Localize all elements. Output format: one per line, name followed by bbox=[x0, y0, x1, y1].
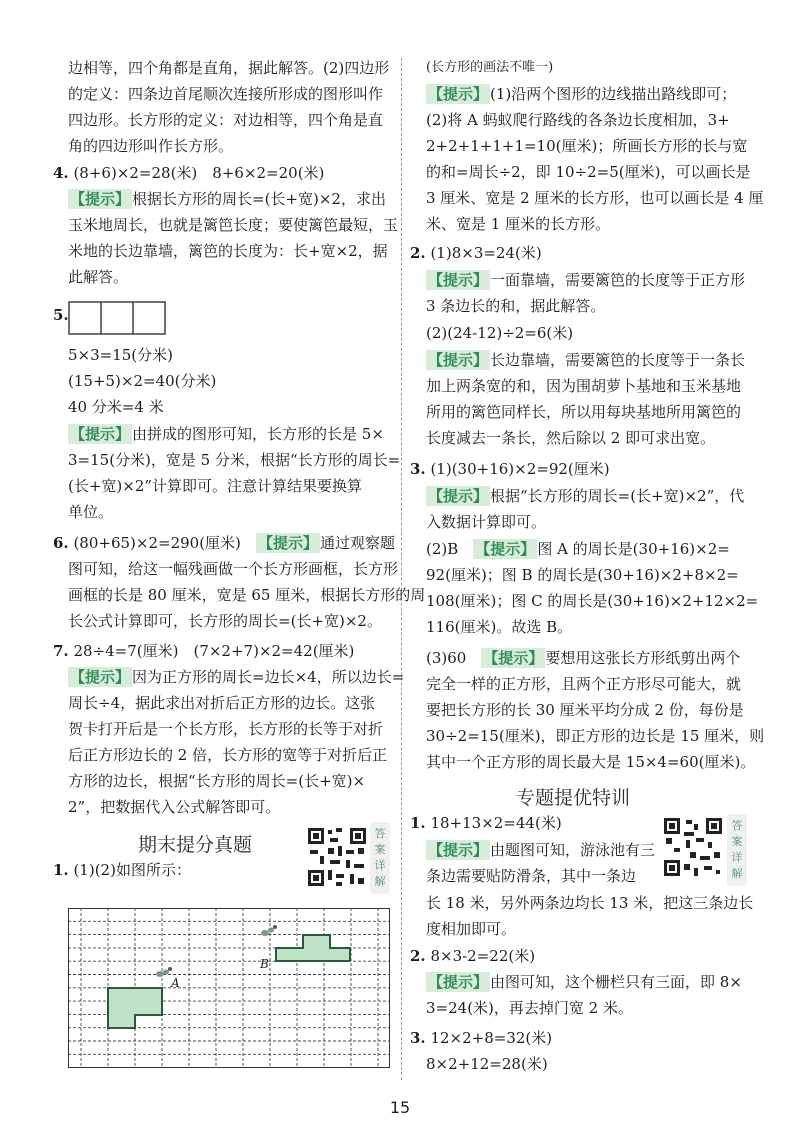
text-line: 92(厘米)；图 B 的周长是(30+16)×2+8×2= bbox=[426, 566, 739, 584]
answer-2b: 2. 8×3-2=22(米) bbox=[410, 947, 536, 965]
hint-line: 【提示】 一面靠墙，需要篱笆的长度等于正方形 bbox=[428, 271, 746, 289]
question-number: 2. bbox=[410, 947, 426, 965]
text-line: 长 18 米，另外两条边均长 13 米，把这三条边长 bbox=[426, 894, 754, 912]
shape-a bbox=[108, 988, 162, 1028]
right-column bbox=[400, 0, 800, 1130]
text-line: 40 分米=4 米 bbox=[68, 398, 164, 416]
text-line: 2”，把数据代入公式解答即可。 bbox=[68, 798, 281, 816]
text-line: (2)将 A 蚂蚁爬行路线的各条边长度相加，3+ bbox=[426, 111, 730, 129]
answer-1: 1. 18+13×2=44(米) bbox=[410, 814, 562, 832]
question-number: 4. bbox=[53, 164, 69, 182]
hint-label: 【提示】 bbox=[257, 534, 318, 552]
answer-detail-tag: 答 案 详 解 bbox=[370, 822, 390, 894]
answer-6: 6. (80+65)×2=290(厘米) 【提示】 通过观察题 bbox=[53, 534, 395, 552]
text-line: 所用的篱笆同样长，所以用每块基地所用篱笆的 bbox=[426, 403, 742, 421]
answer-3: 3. (1)(30+16)×2=92(厘米) bbox=[410, 460, 610, 478]
question-number: 1. bbox=[410, 814, 426, 832]
hint-line: 【提示】 根据“长方形的周长=(长+宽)×2”，代 bbox=[428, 487, 745, 505]
ant-a-icon bbox=[156, 967, 172, 977]
section-heading: 专题提优特训 bbox=[516, 787, 631, 809]
answer-3b: 3. 12×2+8=32(米) bbox=[410, 1029, 553, 1047]
grid-figure bbox=[68, 908, 390, 1068]
text-line: 3 厘米、宽是 2 厘米的长方形，也可以画长是 4 厘 bbox=[426, 189, 764, 207]
hint-label: 【提示】 bbox=[428, 487, 489, 505]
text-line: 长公式计算即可，长方形的周长=(长+宽)×2。 bbox=[68, 612, 382, 630]
hint-label: 【提示】 bbox=[483, 649, 544, 667]
hint-label: 【提示】 bbox=[70, 425, 131, 443]
text-line: 2+2+1+1+1=10(厘米)；所画长方形的长与宽 bbox=[426, 137, 748, 155]
text-line: 完全一样的正方形，且两个正方形尽可能大，就 bbox=[426, 675, 742, 693]
hint-label: 【提示】 bbox=[70, 668, 131, 686]
qr-code-icon[interactable] bbox=[662, 816, 724, 878]
hint-line: (2)B 【提示】 图 A 的周长是(30+16)×2= bbox=[426, 540, 730, 558]
hint-label: 【提示】 bbox=[428, 973, 489, 991]
text-line: 米地的长边靠墙，篱笆的长度为：长+宽×2，据 bbox=[68, 242, 388, 260]
text-line: 8×2+12=28(米) bbox=[426, 1055, 548, 1073]
hint-label: 【提示】 bbox=[428, 841, 489, 859]
text-line: 入数据计算即可。 bbox=[426, 513, 547, 531]
text-line: 5×3=15(分米) bbox=[68, 346, 174, 364]
hint-label: 【提示】 bbox=[70, 190, 131, 208]
text-line: 角的四边形叫作长方形。 bbox=[68, 137, 234, 155]
text-line: 此解答。 bbox=[68, 268, 129, 286]
hint-line: 【提示】 因为正方形的周长=边长×4，所以边长= bbox=[70, 668, 405, 686]
qr-code-icon[interactable] bbox=[306, 826, 368, 888]
three-squares-figure bbox=[68, 301, 166, 335]
section-heading: 期末提分真题 bbox=[138, 834, 253, 856]
question-number: 7. bbox=[53, 642, 69, 660]
text-line: 米、宽是 1 厘米的长方形。 bbox=[426, 215, 611, 233]
shape-b bbox=[276, 935, 350, 961]
hint-line: 【提示】 由题图可知，游泳池有三 bbox=[428, 841, 656, 859]
text-line: (长+宽)×2”计算即可。注意计算结果要换算 bbox=[68, 477, 363, 495]
hint-label: 【提示】 bbox=[428, 271, 489, 289]
text-line: 3 条边长的和，据此解答。 bbox=[426, 297, 606, 315]
text-line: 度相加即可。 bbox=[426, 920, 517, 938]
answer-1: 1. (1)(2)如图所示： bbox=[53, 861, 191, 879]
note-line: (长方形的画法不唯一) bbox=[426, 60, 554, 75]
text-line: 边相等，四个角都是直角，据此解答。(2)四边形 bbox=[68, 59, 390, 77]
text-line: 后正方形边长的 2 倍，长方形的宽等于对折后正 bbox=[68, 746, 388, 764]
label-a: A bbox=[171, 976, 180, 990]
text-line: 单位。 bbox=[68, 503, 114, 521]
question-number: 6. bbox=[53, 534, 69, 552]
text-line: 图可知，给这一幅残画做一个长方形画框，长方形 bbox=[68, 560, 399, 578]
hint-line: 【提示】 由图可知，这个栅栏只有三面，即 8× bbox=[428, 973, 742, 991]
text-line: 的和=周长÷2，即 10÷2=5(厘米)，可以画长是 bbox=[426, 163, 751, 181]
answer-4: 4. (8+6)×2=28(米) 8+6×2=20(米) bbox=[53, 164, 325, 182]
text-line: (2)(24-12)÷2=6(米) bbox=[426, 324, 574, 342]
text-line: 3=15(分米)，宽是 5 分米，根据“长方形的周长= bbox=[68, 451, 401, 469]
hint-line: 【提示】 长边靠墙，需要篱笆的长度等于一条长 bbox=[428, 351, 746, 369]
text-line: (15+5)×2=40(分米) bbox=[68, 372, 217, 390]
hint-line: (3)60 【提示】 要想用这张长方形纸剪出两个 bbox=[426, 649, 741, 667]
text-line: 贺卡打开后是一个长方形，长方形的长等于对折 bbox=[68, 720, 384, 738]
text-line: 方形的边长，根据“长方形的周长=(长+宽)× bbox=[68, 772, 366, 790]
question-number: 3. bbox=[410, 1029, 426, 1047]
question-number: 3. bbox=[410, 460, 426, 478]
text-line: 长度减去一条长，然后除以 2 即可求出宽。 bbox=[426, 429, 716, 447]
answer-2: 2. (1)8×3=24(米) bbox=[410, 244, 542, 262]
hint-line: 【提示】 由拼成的图形可知，长方形的长是 5× bbox=[70, 425, 384, 443]
question-number: 2. bbox=[410, 244, 426, 262]
hint-line: 【提示】 根据长方形的周长=(长+宽)×2，求出 bbox=[70, 190, 386, 208]
text-line: 画框的长是 80 厘米，宽是 65 厘米，根据长方形的周 bbox=[68, 586, 426, 604]
hint-label: 【提示】 bbox=[428, 351, 489, 369]
text-line: 周长÷4，据此求出对折后正方形的边长。这张 bbox=[68, 694, 376, 712]
text-line: 的定义：四条边首尾顺次连接所形成的图形叫作 bbox=[68, 85, 384, 103]
answer-detail-tag: 答 案 详 解 bbox=[727, 814, 747, 886]
answer-7: 7. 28÷4=7(厘米) (7×2+7)×2=42(厘米) bbox=[53, 642, 355, 660]
hint-line: 【提示】 (1)沿两个图形的边线描出路线即可； bbox=[428, 85, 737, 103]
question-number: 5. bbox=[53, 306, 69, 324]
question-number: 1. bbox=[53, 861, 69, 879]
text-line: 30÷2=15(厘米)，即正方形的边长是 15 厘米，则 bbox=[426, 727, 765, 745]
text-line: 116(厘米)。故选 B。 bbox=[426, 618, 573, 636]
text-line: 玉米地周长，也就是篱笆长度；要使篱笆最短，玉 bbox=[68, 216, 399, 234]
text-line: 要把长方形的长 30 厘米平均分成 2 份，每份是 bbox=[426, 701, 744, 719]
text-line: 条边需要贴防滑条，其中一条边 bbox=[426, 867, 637, 885]
text-line: 加上两条宽的和，因为围胡萝卜基地和玉米基地 bbox=[426, 377, 742, 395]
text-line: 四边形。长方形的定义：对边相等，四个角是直 bbox=[68, 111, 384, 129]
text-line: 3=24(米)，再去掉门宽 2 米。 bbox=[426, 999, 633, 1017]
page-number: 15 bbox=[389, 1098, 411, 1117]
hint-label: 【提示】 bbox=[475, 540, 536, 558]
hint-label: 【提示】 bbox=[428, 85, 489, 103]
text-line: 其中一个正方形的周长最大是 15×4=60(厘米)。 bbox=[426, 753, 756, 771]
text-line: 108(厘米)；图 C 的周长是(30+16)×2+12×2= bbox=[426, 592, 759, 610]
label-b: B bbox=[260, 957, 269, 971]
